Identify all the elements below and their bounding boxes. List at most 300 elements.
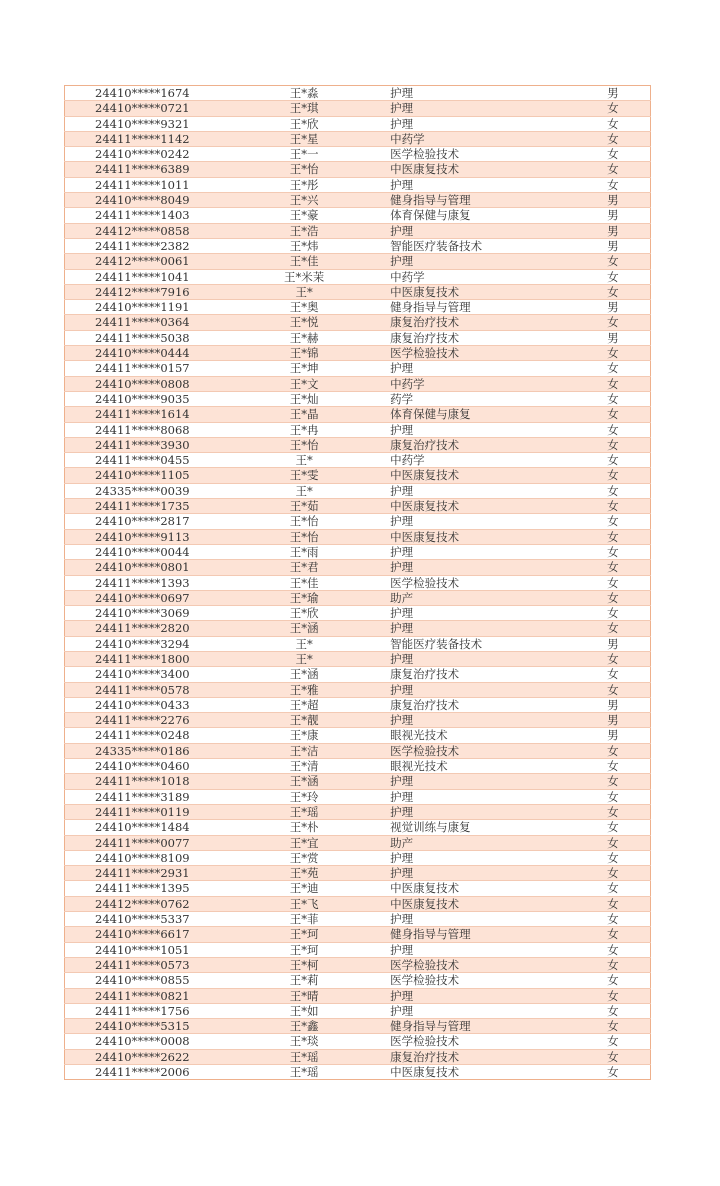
table-row <box>65 1049 651 1064</box>
student-name-cell: 王*雯 <box>243 468 365 483</box>
gender-cell: 女 <box>599 835 650 850</box>
gender-cell: 女 <box>599 651 650 666</box>
major-cell: 中医康复技术 <box>365 529 599 544</box>
major-cell: 智能医疗装备技术 <box>365 636 599 651</box>
student-name-cell: 王*柯 <box>243 957 365 972</box>
table-row <box>65 391 651 406</box>
gender-cell: 女 <box>599 881 650 896</box>
major-cell: 眼视光技术 <box>365 728 599 743</box>
student-id-cell: 24411*****2931 <box>65 866 244 881</box>
major-cell: 护理 <box>390 86 414 100</box>
gender-cell: 女 <box>599 743 650 758</box>
student-name-cell: 王*佳 <box>243 254 365 269</box>
student-id-cell: 24411*****8068 <box>65 422 244 437</box>
table-row <box>65 621 651 636</box>
student-id-cell: 24412*****0061 <box>65 254 244 269</box>
gender-cell: 男 <box>599 208 650 223</box>
student-name-cell: 王*佳 <box>243 575 365 590</box>
table-row <box>65 1034 651 1049</box>
major-cell: 护理 <box>365 422 599 437</box>
student-id-cell: 24411*****2382 <box>65 238 244 253</box>
student-id-cell: 24410*****1105 <box>65 468 244 483</box>
student-id-cell: 24410*****2817 <box>65 514 244 529</box>
student-name-cell: 王*瑶 <box>243 1049 365 1064</box>
table-row <box>65 820 651 835</box>
gender-cell: 男 <box>599 300 650 315</box>
gender-cell: 女 <box>599 483 650 498</box>
student-id-cell: 24410*****1191 <box>65 300 244 315</box>
student-id-cell: 24335*****0039 <box>65 483 244 498</box>
student-name-cell: 王*苑 <box>243 866 365 881</box>
major-cell: 健身指导与管理 <box>365 927 599 942</box>
student-id-cell: 24410*****3294 <box>65 636 244 651</box>
gender-cell: 女 <box>599 147 650 162</box>
major-cell: 护理 <box>365 988 599 1003</box>
table-row <box>65 453 651 468</box>
gender-cell: 女 <box>599 988 650 1003</box>
student-name-cell: 王*君 <box>243 560 365 575</box>
gender-cell: 女 <box>599 514 650 529</box>
table-row <box>65 131 651 146</box>
table-row <box>65 957 651 972</box>
gender-cell: 女 <box>599 667 650 682</box>
student-name-cell: 王*怡 <box>243 162 365 177</box>
major-cell: 康复治疗技术 <box>365 697 599 712</box>
table-row <box>65 483 651 498</box>
major-cell: 护理 <box>365 514 599 529</box>
table-row <box>65 988 651 1003</box>
major-cell: 中医康复技术 <box>365 468 599 483</box>
gender-cell: 女 <box>599 437 650 452</box>
gender-cell: 女 <box>599 804 650 819</box>
major-cell: 中医康复技术 <box>365 881 599 896</box>
gender-cell: 男 <box>599 193 650 208</box>
student-id-cell: 24411*****2006 <box>65 1065 244 1080</box>
student-name-cell: 王*怡 <box>243 514 365 529</box>
student-id-cell: 24410*****0044 <box>65 544 244 559</box>
student-name-cell: 王* <box>243 483 365 498</box>
student-id-cell: 24410*****0460 <box>65 759 244 774</box>
student-id-cell: 24410*****5315 <box>65 1019 244 1034</box>
student-id-cell: 24411*****2820 <box>65 621 244 636</box>
major-cell: 护理 <box>365 483 599 498</box>
student-name-cell: 王*米茉 <box>243 269 365 284</box>
student-name-cell: 王*飞 <box>243 896 365 911</box>
student-id-cell: 24410*****3069 <box>65 606 244 621</box>
student-id-cell: 24411*****1614 <box>65 407 244 422</box>
gender-cell: 女 <box>599 407 650 422</box>
student-id-cell: 24411*****0248 <box>65 728 244 743</box>
student-id-cell: 24411*****1142 <box>65 131 244 146</box>
student-name-cell: 王*超 <box>243 697 365 712</box>
major-cell: 康复治疗技术 <box>365 437 599 452</box>
major-cell: 中医康复技术 <box>365 896 599 911</box>
student-name-cell: 王*雨 <box>243 544 365 559</box>
gender-cell: 男 <box>599 713 650 728</box>
gender-cell: 女 <box>599 116 650 131</box>
student-name-cell: 王*靓 <box>243 713 365 728</box>
student-id-cell: 24411*****1735 <box>65 499 244 514</box>
gender-cell: 女 <box>599 162 650 177</box>
table-row <box>65 330 651 345</box>
table-row <box>65 560 651 575</box>
student-name-cell: 王* <box>243 453 365 468</box>
student-id-cell: 24411*****1395 <box>65 881 244 896</box>
major-cell: 健身指导与管理 <box>365 1019 599 1034</box>
table-row <box>65 590 651 605</box>
student-name-cell: 王*朴 <box>243 820 365 835</box>
student-name-cell: 王* <box>243 284 365 299</box>
table-row <box>65 835 651 850</box>
student-name-cell: 王*如 <box>243 1003 365 1018</box>
table-row <box>65 499 651 514</box>
major-cell: 助产 <box>365 835 599 850</box>
table-row <box>65 376 651 391</box>
table-row <box>65 804 651 819</box>
table-row <box>65 850 651 865</box>
student-id-cell: 24410*****0008 <box>65 1034 244 1049</box>
major-cell: 护理 <box>365 682 599 697</box>
major-cell: 中医康复技术 <box>365 284 599 299</box>
student-id-cell: 24410*****0444 <box>65 346 244 361</box>
table-row <box>65 529 651 544</box>
gender-cell: 女 <box>599 361 650 376</box>
student-id-cell: 24412*****0858 <box>65 223 244 238</box>
table-row <box>65 284 651 299</box>
student-id-cell: 24410*****0242 <box>65 147 244 162</box>
student-name-cell: 王*怡 <box>243 529 365 544</box>
major-cell: 护理 <box>365 850 599 865</box>
student-id-cell: 24410*****0433 <box>65 697 244 712</box>
gender-cell: 女 <box>599 850 650 865</box>
student-id-cell: 24411*****0455 <box>65 453 244 468</box>
student-id-cell: 24411*****1393 <box>65 575 244 590</box>
student-id-cell: 24410*****5337 <box>65 912 244 927</box>
student-id-cell: 24412*****0762 <box>65 896 244 911</box>
student-id-cell: 24411*****3189 <box>65 789 244 804</box>
student-id-cell: 24411*****1011 <box>65 177 244 192</box>
major-cell: 护理 <box>365 713 599 728</box>
student-id-cell: 24410*****1484 <box>65 820 244 835</box>
gender-cell: 男 <box>599 223 650 238</box>
gender-cell: 女 <box>599 422 650 437</box>
table-row <box>65 575 651 590</box>
table-row <box>65 407 651 422</box>
major-cell: 护理 <box>365 866 599 881</box>
gender-cell: 女 <box>599 177 650 192</box>
table-row <box>65 544 651 559</box>
major-cell: 视觉训练与康复 <box>365 820 599 835</box>
table-row <box>65 636 651 651</box>
gender-cell: 女 <box>599 1065 650 1080</box>
table-row <box>65 942 651 957</box>
student-id-cell: 24410*****1051 <box>65 942 244 957</box>
table-row <box>65 254 651 269</box>
table-row <box>65 116 651 131</box>
table-row <box>65 651 651 666</box>
table-row <box>65 912 651 927</box>
gender-cell: 女 <box>599 912 650 927</box>
gender-cell: 女 <box>599 866 650 881</box>
student-name-cell: 王*悦 <box>243 315 365 330</box>
gender-cell: 女 <box>599 131 650 146</box>
major-cell: 护理 <box>365 560 599 575</box>
major-cell: 中药学 <box>365 453 599 468</box>
student-name-cell: 王*涵 <box>243 667 365 682</box>
student-name-cell: 王*浩 <box>243 223 365 238</box>
table-row <box>65 315 651 330</box>
gender-cell: 女 <box>599 789 650 804</box>
table-row <box>65 743 651 758</box>
gender-cell: 女 <box>599 942 650 957</box>
gender-cell: 女 <box>599 315 650 330</box>
student-id-cell: 24411*****0077 <box>65 835 244 850</box>
major-cell: 护理 <box>365 223 599 238</box>
gender-cell: 男 <box>599 330 650 345</box>
gender-cell: 女 <box>599 101 650 116</box>
major-cell: 康复治疗技术 <box>365 1049 599 1064</box>
student-name-cell: 王* <box>243 651 365 666</box>
gender-cell: 女 <box>599 973 650 988</box>
table-row <box>65 147 651 162</box>
student-name-cell: 王*琪 <box>243 101 365 116</box>
gender-cell: 女 <box>599 499 650 514</box>
gender-cell: 女 <box>599 774 650 789</box>
student-id-cell: 24410*****0801 <box>65 560 244 575</box>
gender-cell: 女 <box>599 957 650 972</box>
major-cell: 护理 <box>365 804 599 819</box>
major-cell: 中药学 <box>365 131 599 146</box>
gender-cell: 女 <box>599 1003 650 1018</box>
table-row <box>65 223 651 238</box>
major-cell: 医学检验技术 <box>365 957 599 972</box>
student-id-cell: 24335*****0186 <box>65 743 244 758</box>
table-row <box>65 1065 651 1080</box>
gender-cell: 女 <box>599 544 650 559</box>
student-id-cell: 24410*****0808 <box>65 376 244 391</box>
student-list-table <box>64 85 651 1080</box>
student-name-cell: 王*欣 <box>243 116 365 131</box>
major-cell: 康复治疗技术 <box>365 667 599 682</box>
student-name-cell: 王*星 <box>243 131 365 146</box>
student-name-cell: 王*玲 <box>243 789 365 804</box>
student-id-cell: 24410*****1674 <box>95 86 190 100</box>
table-row <box>65 468 651 483</box>
gender-cell: 男 <box>599 238 650 253</box>
table-row <box>65 789 651 804</box>
gender-cell: 女 <box>599 682 650 697</box>
table-row <box>65 300 651 315</box>
gender-cell: 女 <box>599 560 650 575</box>
student-id-cell: 24411*****0821 <box>65 988 244 1003</box>
table-row <box>65 774 651 789</box>
table-row <box>65 866 651 881</box>
major-cell: 眼视光技术 <box>365 759 599 774</box>
student-name-cell: 王*宜 <box>243 835 365 850</box>
table-body <box>65 86 651 1080</box>
major-cell: 护理 <box>365 177 599 192</box>
student-id-cell: 24411*****1756 <box>65 1003 244 1018</box>
student-id-cell: 24411*****1800 <box>65 651 244 666</box>
student-name-cell: 王*珂 <box>243 927 365 942</box>
gender-cell: 女 <box>599 269 650 284</box>
student-name-cell: 王*茹 <box>243 499 365 514</box>
major-cell: 体育保健与康复 <box>365 208 599 223</box>
student-id-cell: 24411*****1041 <box>65 269 244 284</box>
table-row <box>65 728 651 743</box>
table-row <box>65 606 651 621</box>
student-name-cell: 王*晶 <box>243 407 365 422</box>
student-id-cell: 24410*****0721 <box>65 101 244 116</box>
student-name-cell: 王*一 <box>243 147 365 162</box>
major-cell: 护理 <box>365 789 599 804</box>
major-cell: 护理 <box>365 1003 599 1018</box>
gender-cell: 女 <box>599 927 650 942</box>
table-row <box>65 422 651 437</box>
major-cell: 护理 <box>365 116 599 131</box>
student-name-cell: 王*瑜 <box>243 590 365 605</box>
table-row <box>65 927 651 942</box>
table-row <box>65 667 651 682</box>
gender-cell: 女 <box>599 1034 650 1049</box>
student-name-cell: 王*清 <box>243 759 365 774</box>
gender-cell: 女 <box>599 1049 650 1064</box>
student-name-cell: 王*淼 <box>289 86 319 100</box>
major-cell: 护理 <box>365 544 599 559</box>
student-name-cell: 王*晴 <box>243 988 365 1003</box>
table-row <box>65 177 651 192</box>
student-id-cell: 24410*****2622 <box>65 1049 244 1064</box>
student-name-cell: 王*迪 <box>243 881 365 896</box>
student-name-cell: 王*菲 <box>243 912 365 927</box>
major-cell: 医学检验技术 <box>365 346 599 361</box>
major-cell: 医学检验技术 <box>365 575 599 590</box>
student-id-cell: 24410*****9321 <box>65 116 244 131</box>
student-name-cell: 王*涵 <box>243 774 365 789</box>
student-id-cell: 24411*****3930 <box>65 437 244 452</box>
table-row <box>65 759 651 774</box>
student-name-cell: 王*奥 <box>243 300 365 315</box>
table-row <box>65 269 651 284</box>
student-name-cell: 王*锦 <box>243 346 365 361</box>
student-id-cell: 24410*****6617 <box>65 927 244 942</box>
gender-cell: 女 <box>599 621 650 636</box>
student-name-cell: 王*坤 <box>243 361 365 376</box>
student-name-cell: 王*冉 <box>243 422 365 437</box>
major-cell: 医学检验技术 <box>365 147 599 162</box>
gender-cell: 女 <box>599 529 650 544</box>
table-row <box>65 346 651 361</box>
major-cell: 康复治疗技术 <box>365 315 599 330</box>
major-cell: 医学检验技术 <box>365 743 599 758</box>
student-id-cell: 24410*****0855 <box>65 973 244 988</box>
student-id-cell: 24411*****6389 <box>65 162 244 177</box>
gender-cell: 女 <box>599 468 650 483</box>
gender-cell: 男 <box>599 697 650 712</box>
gender-cell: 女 <box>599 453 650 468</box>
major-cell: 护理 <box>365 254 599 269</box>
student-name-cell: 王*洁 <box>243 743 365 758</box>
table-row <box>65 881 651 896</box>
student-id-cell: 24411*****0119 <box>65 804 244 819</box>
student-id-cell: 24411*****0157 <box>65 361 244 376</box>
major-cell: 医学检验技术 <box>365 973 599 988</box>
student-name-cell: 王*瑶 <box>243 804 365 819</box>
gender-cell: 女 <box>599 590 650 605</box>
gender-cell: 女 <box>599 391 650 406</box>
student-name-cell: 王*赫 <box>243 330 365 345</box>
student-id-cell: 24411*****1018 <box>65 774 244 789</box>
gender-cell: 女 <box>599 284 650 299</box>
gender-cell: 女 <box>599 896 650 911</box>
gender-cell: 女 <box>599 254 650 269</box>
table-row <box>65 193 651 208</box>
major-cell: 护理 <box>365 651 599 666</box>
student-id-cell: 24411*****0578 <box>65 682 244 697</box>
gender-cell: 男 <box>599 636 650 651</box>
major-cell: 护理 <box>365 942 599 957</box>
student-id-cell: 24410*****9113 <box>65 529 244 544</box>
major-cell: 药学 <box>365 391 599 406</box>
table-row <box>65 101 651 116</box>
gender-cell: 女 <box>599 376 650 391</box>
student-name-cell: 王*珂 <box>243 942 365 957</box>
table-row <box>65 514 651 529</box>
gender-cell: 女 <box>599 606 650 621</box>
student-id-cell: 24410*****8109 <box>65 850 244 865</box>
table-row <box>65 86 651 101</box>
gender-cell: 男 <box>599 728 650 743</box>
table-row <box>65 1003 651 1018</box>
table-row <box>65 973 651 988</box>
table-row <box>65 162 651 177</box>
major-cell: 体育保健与康复 <box>365 407 599 422</box>
gender-cell: 女 <box>599 575 650 590</box>
major-cell: 护理 <box>365 774 599 789</box>
major-cell: 护理 <box>365 101 599 116</box>
gender-cell: 男 <box>607 86 619 100</box>
student-name-cell: 王*莉 <box>243 973 365 988</box>
major-cell: 康复治疗技术 <box>365 330 599 345</box>
table-row <box>65 238 651 253</box>
student-name-cell: 王*兴 <box>243 193 365 208</box>
student-name-cell: 王*怡 <box>243 437 365 452</box>
student-id-cell: 24412*****7916 <box>65 284 244 299</box>
student-name-cell: 王* <box>243 636 365 651</box>
student-name-cell: 王*涵 <box>243 621 365 636</box>
student-id-cell: 24411*****1403 <box>65 208 244 223</box>
student-name-cell: 王*鑫 <box>243 1019 365 1034</box>
major-cell: 护理 <box>365 361 599 376</box>
major-cell: 健身指导与管理 <box>365 300 599 315</box>
student-name-cell: 王*雅 <box>243 682 365 697</box>
major-cell: 中药学 <box>365 376 599 391</box>
table-row <box>65 437 651 452</box>
student-name-cell: 王*赏 <box>243 850 365 865</box>
table-row <box>65 208 651 223</box>
student-id-cell: 24411*****0364 <box>65 315 244 330</box>
major-cell: 中药学 <box>365 269 599 284</box>
student-id-cell: 24410*****8049 <box>65 193 244 208</box>
gender-cell: 女 <box>599 346 650 361</box>
major-cell: 护理 <box>365 621 599 636</box>
student-name-cell: 王*炜 <box>243 238 365 253</box>
student-name-cell: 王*康 <box>243 728 365 743</box>
major-cell: 中医康复技术 <box>365 162 599 177</box>
table-row <box>65 713 651 728</box>
student-name-cell: 王*瑶 <box>243 1065 365 1080</box>
student-id-cell: 24410*****3400 <box>65 667 244 682</box>
